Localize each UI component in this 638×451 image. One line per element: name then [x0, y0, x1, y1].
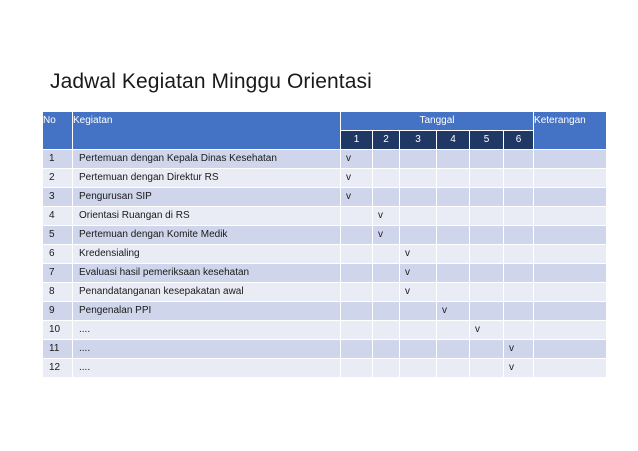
- row-number: 1: [43, 150, 73, 169]
- row-number: 10: [43, 321, 73, 340]
- row-number: 9: [43, 302, 73, 321]
- table-row: [43, 359, 607, 378]
- day-mark-cell: [400, 321, 437, 340]
- row-kegiatan: Pertemuan dengan Kepala Dinas Kesehatan: [73, 150, 341, 169]
- table-row: [43, 169, 607, 188]
- day-mark-cell: [373, 321, 400, 340]
- day-mark-cell: [437, 207, 470, 226]
- row-kegiatan: Penandatanganan kesepakatan awal: [73, 283, 341, 302]
- day-mark-cell: [373, 359, 400, 378]
- day-mark-cell: [437, 245, 470, 264]
- row-keterangan: [534, 302, 607, 321]
- day-mark-cell: [341, 359, 373, 378]
- day-mark-cell: [437, 150, 470, 169]
- day-mark-cell: [470, 340, 504, 359]
- row-number: 12: [43, 359, 73, 378]
- row-keterangan: [534, 283, 607, 302]
- row-kegiatan: Pengurusan SIP: [73, 188, 341, 207]
- header-no: No: [43, 112, 73, 150]
- row-number: 2: [43, 169, 73, 188]
- row-kegiatan: Pengenalan PPI: [73, 302, 341, 321]
- day-mark-cell: [341, 207, 373, 226]
- header-keterangan: Keterangan: [534, 112, 607, 150]
- row-keterangan: [534, 150, 607, 169]
- day-mark-cell: [400, 302, 437, 321]
- day-mark-cell: [373, 302, 400, 321]
- day-mark-cell: [400, 226, 437, 245]
- row-kegiatan: Kredensialing: [73, 245, 341, 264]
- day-mark-cell: [504, 283, 534, 302]
- row-number: 7: [43, 264, 73, 283]
- header-day-3: 3: [400, 131, 437, 150]
- day-mark-cell: [470, 359, 504, 378]
- day-mark-cell: [504, 226, 534, 245]
- day-mark-cell: [504, 188, 534, 207]
- row-number: 8: [43, 283, 73, 302]
- day-mark-cell: [341, 321, 373, 340]
- schedule-table: [42, 111, 607, 378]
- row-keterangan: [534, 245, 607, 264]
- day-mark-cell: [341, 283, 373, 302]
- table-row: [43, 245, 607, 264]
- header-kegiatan: Kegiatan: [73, 112, 341, 150]
- day-mark-cell: [341, 245, 373, 264]
- header-tanggal: Tanggal: [341, 112, 534, 131]
- row-kegiatan: Pertemuan dengan Komite Medik: [73, 226, 341, 245]
- day-mark-cell: v: [437, 302, 470, 321]
- row-kegiatan: ....: [73, 340, 341, 359]
- day-mark-cell: v: [400, 264, 437, 283]
- row-number: 6: [43, 245, 73, 264]
- day-mark-cell: v: [504, 359, 534, 378]
- table-row: [43, 340, 607, 359]
- day-mark-cell: [470, 245, 504, 264]
- table-row: [43, 283, 607, 302]
- day-mark-cell: [373, 340, 400, 359]
- day-mark-cell: [470, 188, 504, 207]
- day-mark-cell: [437, 340, 470, 359]
- day-mark-cell: v: [400, 283, 437, 302]
- day-mark-cell: v: [341, 188, 373, 207]
- row-keterangan: [534, 226, 607, 245]
- row-number: 5: [43, 226, 73, 245]
- table-row: [43, 207, 607, 226]
- day-mark-cell: [400, 169, 437, 188]
- day-mark-cell: v: [470, 321, 504, 340]
- day-mark-cell: [341, 264, 373, 283]
- day-mark-cell: v: [373, 226, 400, 245]
- day-mark-cell: [341, 302, 373, 321]
- header-day-1: 1: [341, 131, 373, 150]
- day-mark-cell: [373, 264, 400, 283]
- day-mark-cell: [400, 207, 437, 226]
- day-mark-cell: [341, 340, 373, 359]
- day-mark-cell: [400, 340, 437, 359]
- header-day-5: 5: [470, 131, 504, 150]
- table-row: [43, 150, 607, 169]
- day-mark-cell: [400, 359, 437, 378]
- header-day-6: 6: [504, 131, 534, 150]
- day-mark-cell: [341, 226, 373, 245]
- row-keterangan: [534, 169, 607, 188]
- day-mark-cell: [504, 245, 534, 264]
- day-mark-cell: [437, 226, 470, 245]
- row-keterangan: [534, 340, 607, 359]
- day-mark-cell: [504, 207, 534, 226]
- day-mark-cell: [504, 169, 534, 188]
- table-row: [43, 226, 607, 245]
- row-kegiatan: ....: [73, 359, 341, 378]
- day-mark-cell: [373, 283, 400, 302]
- day-mark-cell: [373, 150, 400, 169]
- day-mark-cell: v: [504, 340, 534, 359]
- page-title: Jadwal Kegiatan Minggu Orientasi: [50, 70, 372, 93]
- table-row: [43, 302, 607, 321]
- row-keterangan: [534, 188, 607, 207]
- day-mark-cell: [470, 150, 504, 169]
- row-kegiatan: Evaluasi hasil pemeriksaan kesehatan: [73, 264, 341, 283]
- day-mark-cell: v: [341, 169, 373, 188]
- row-keterangan: [534, 321, 607, 340]
- day-mark-cell: [437, 283, 470, 302]
- table-row: [43, 188, 607, 207]
- day-mark-cell: [504, 264, 534, 283]
- day-mark-cell: [400, 188, 437, 207]
- day-mark-cell: [437, 359, 470, 378]
- day-mark-cell: [504, 302, 534, 321]
- header-day-2: 2: [373, 131, 400, 150]
- day-mark-cell: [504, 150, 534, 169]
- row-keterangan: [534, 359, 607, 378]
- day-mark-cell: [373, 188, 400, 207]
- day-mark-cell: [470, 207, 504, 226]
- row-number: 4: [43, 207, 73, 226]
- day-mark-cell: [470, 283, 504, 302]
- day-mark-cell: [437, 169, 470, 188]
- row-kegiatan: ....: [73, 321, 341, 340]
- day-mark-cell: [437, 188, 470, 207]
- header-day-4: 4: [437, 131, 470, 150]
- day-mark-cell: [400, 150, 437, 169]
- day-mark-cell: [470, 226, 504, 245]
- row-number: 11: [43, 340, 73, 359]
- row-keterangan: [534, 207, 607, 226]
- table-row: [43, 264, 607, 283]
- day-mark-cell: [470, 302, 504, 321]
- day-mark-cell: [437, 264, 470, 283]
- row-keterangan: [534, 264, 607, 283]
- day-mark-cell: [437, 321, 470, 340]
- day-mark-cell: v: [400, 245, 437, 264]
- day-mark-cell: [470, 169, 504, 188]
- day-mark-cell: [470, 264, 504, 283]
- table-row: [43, 321, 607, 340]
- row-kegiatan: Orientasi Ruangan di RS: [73, 207, 341, 226]
- day-mark-cell: [373, 245, 400, 264]
- day-mark-cell: v: [341, 150, 373, 169]
- day-mark-cell: [373, 169, 400, 188]
- row-kegiatan: Pertemuan dengan Direktur RS: [73, 169, 341, 188]
- row-number: 3: [43, 188, 73, 207]
- day-mark-cell: [504, 321, 534, 340]
- day-mark-cell: v: [373, 207, 400, 226]
